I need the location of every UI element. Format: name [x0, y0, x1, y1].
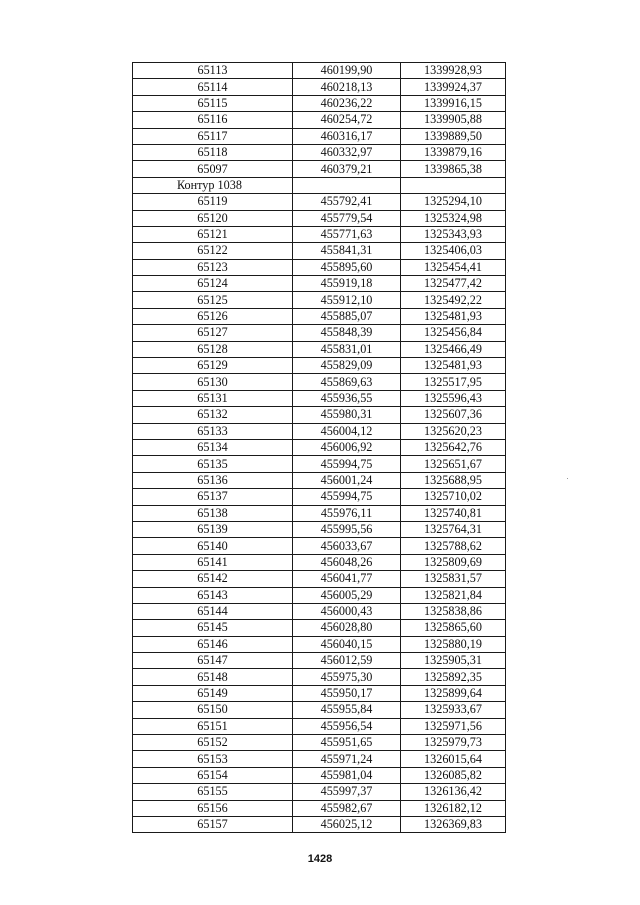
- point-number-cell: 65140: [133, 538, 293, 554]
- point-number-cell: 65153: [133, 751, 293, 767]
- x-coordinate-cell: 455829,09: [293, 358, 401, 374]
- y-coordinate-cell: 1326136,42: [401, 784, 506, 800]
- point-number-cell: 65120: [133, 210, 293, 226]
- table-row: [133, 358, 506, 374]
- x-coordinate-cell: 455975,30: [293, 669, 401, 685]
- y-coordinate-cell: 1325477,42: [401, 276, 506, 292]
- x-coordinate-cell: 455982,67: [293, 800, 401, 816]
- y-coordinate-cell: 1325607,36: [401, 407, 506, 423]
- x-coordinate-cell: 456004,12: [293, 423, 401, 439]
- point-number-cell: 65097: [133, 161, 293, 177]
- table-row: [133, 325, 506, 341]
- y-coordinate-cell: 1325710,02: [401, 489, 506, 505]
- table-row: [133, 194, 506, 210]
- point-number-cell: 65118: [133, 144, 293, 160]
- y-coordinate-cell: 1325899,64: [401, 685, 506, 701]
- x-coordinate-cell: 456000,43: [293, 603, 401, 619]
- point-number-cell: 65148: [133, 669, 293, 685]
- table-row: [133, 210, 506, 226]
- y-coordinate-cell: 1339889,50: [401, 128, 506, 144]
- x-coordinate-cell: 456040,15: [293, 636, 401, 652]
- x-coordinate-cell: 455995,56: [293, 521, 401, 537]
- x-coordinate-cell: 455951,65: [293, 735, 401, 751]
- table-row: [133, 653, 506, 669]
- y-coordinate-cell: 1325809,69: [401, 554, 506, 570]
- y-coordinate-cell: 1325481,93: [401, 358, 506, 374]
- table-row: [133, 439, 506, 455]
- point-number-cell: 65151: [133, 718, 293, 734]
- scan-speck: [567, 478, 568, 479]
- page-number: 1428: [307, 853, 333, 865]
- y-coordinate-cell: 1325294,10: [401, 194, 506, 210]
- table-row: [133, 112, 506, 128]
- point-number-cell: 65155: [133, 784, 293, 800]
- x-coordinate-cell: 456048,26: [293, 554, 401, 570]
- table-row: [133, 538, 506, 554]
- point-number-cell: 65127: [133, 325, 293, 341]
- coordinates-table: [132, 62, 506, 833]
- y-coordinate-cell: 1325343,93: [401, 226, 506, 242]
- table-row: [133, 603, 506, 619]
- table-row: [133, 554, 506, 570]
- point-number-cell: 65146: [133, 636, 293, 652]
- y-coordinate-cell: 1325764,31: [401, 521, 506, 537]
- x-coordinate-cell: 455994,75: [293, 456, 401, 472]
- table-row: [133, 587, 506, 603]
- x-coordinate-cell: 455976,11: [293, 505, 401, 521]
- table-row: [133, 243, 506, 259]
- point-number-cell: 65124: [133, 276, 293, 292]
- table-row: [133, 390, 506, 406]
- table-row: [133, 374, 506, 390]
- y-coordinate-cell: 1339916,15: [401, 95, 506, 111]
- table-row: [133, 816, 506, 832]
- y-coordinate-cell: 1325688,95: [401, 472, 506, 488]
- table-row: [133, 161, 506, 177]
- table-row: [133, 472, 506, 488]
- x-coordinate-cell: 455895,60: [293, 259, 401, 275]
- contour-label: Контур 1038: [133, 177, 293, 193]
- point-number-cell: 65144: [133, 603, 293, 619]
- empty-cell: [401, 177, 506, 193]
- y-coordinate-cell: 1326182,12: [401, 800, 506, 816]
- point-number-cell: 65125: [133, 292, 293, 308]
- coordinates-table-body: [133, 63, 506, 833]
- y-coordinate-cell: 1325880,19: [401, 636, 506, 652]
- x-coordinate-cell: 460254,72: [293, 112, 401, 128]
- x-coordinate-cell: 456033,67: [293, 538, 401, 554]
- point-number-cell: 65116: [133, 112, 293, 128]
- contour-header-row: [133, 177, 506, 193]
- y-coordinate-cell: 1325324,98: [401, 210, 506, 226]
- table-row: [133, 620, 506, 636]
- x-coordinate-cell: 455912,10: [293, 292, 401, 308]
- x-coordinate-cell: 460316,17: [293, 128, 401, 144]
- x-coordinate-cell: 456005,29: [293, 587, 401, 603]
- point-number-cell: 65150: [133, 702, 293, 718]
- point-number-cell: 65126: [133, 308, 293, 324]
- point-number-cell: 65142: [133, 571, 293, 587]
- table-row: [133, 423, 506, 439]
- y-coordinate-cell: 1339879,16: [401, 144, 506, 160]
- x-coordinate-cell: 460379,21: [293, 161, 401, 177]
- x-coordinate-cell: 455956,54: [293, 718, 401, 734]
- table-row: [133, 276, 506, 292]
- point-number-cell: 65114: [133, 79, 293, 95]
- table-row: [133, 669, 506, 685]
- y-coordinate-cell: 1325517,95: [401, 374, 506, 390]
- y-coordinate-cell: 1325492,22: [401, 292, 506, 308]
- x-coordinate-cell: 455971,24: [293, 751, 401, 767]
- y-coordinate-cell: 1325740,81: [401, 505, 506, 521]
- point-number-cell: 65121: [133, 226, 293, 242]
- y-coordinate-cell: 1325979,73: [401, 735, 506, 751]
- table-row: [133, 571, 506, 587]
- y-coordinate-cell: 1325466,49: [401, 341, 506, 357]
- x-coordinate-cell: 460236,22: [293, 95, 401, 111]
- point-number-cell: 65131: [133, 390, 293, 406]
- y-coordinate-cell: 1339928,93: [401, 63, 506, 79]
- x-coordinate-cell: 456012,59: [293, 653, 401, 669]
- x-coordinate-cell: 455848,39: [293, 325, 401, 341]
- table-row: [133, 128, 506, 144]
- y-coordinate-cell: 1325620,23: [401, 423, 506, 439]
- point-number-cell: 65135: [133, 456, 293, 472]
- table-row: [133, 79, 506, 95]
- point-number-cell: 65129: [133, 358, 293, 374]
- x-coordinate-cell: 455771,63: [293, 226, 401, 242]
- y-coordinate-cell: 1325971,56: [401, 718, 506, 734]
- x-coordinate-cell: 455936,55: [293, 390, 401, 406]
- point-number-cell: 65133: [133, 423, 293, 439]
- x-coordinate-cell: 455792,41: [293, 194, 401, 210]
- table-row: [133, 702, 506, 718]
- point-number-cell: 65115: [133, 95, 293, 111]
- x-coordinate-cell: 455955,84: [293, 702, 401, 718]
- y-coordinate-cell: 1326085,82: [401, 767, 506, 783]
- table-row: [133, 259, 506, 275]
- point-number-cell: 65143: [133, 587, 293, 603]
- y-coordinate-cell: 1325788,62: [401, 538, 506, 554]
- y-coordinate-cell: 1339865,38: [401, 161, 506, 177]
- x-coordinate-cell: 455980,31: [293, 407, 401, 423]
- point-number-cell: 65139: [133, 521, 293, 537]
- point-number-cell: 65117: [133, 128, 293, 144]
- empty-cell: [293, 177, 401, 193]
- x-coordinate-cell: 455919,18: [293, 276, 401, 292]
- point-number-cell: 65157: [133, 816, 293, 832]
- x-coordinate-cell: 456028,80: [293, 620, 401, 636]
- point-number-cell: 65128: [133, 341, 293, 357]
- table-row: [133, 800, 506, 816]
- table-row: [133, 456, 506, 472]
- y-coordinate-cell: 1325821,84: [401, 587, 506, 603]
- x-coordinate-cell: 455994,75: [293, 489, 401, 505]
- point-number-cell: 65134: [133, 439, 293, 455]
- table-row: [133, 718, 506, 734]
- point-number-cell: 65138: [133, 505, 293, 521]
- x-coordinate-cell: 456025,12: [293, 816, 401, 832]
- table-row: [133, 226, 506, 242]
- table-row: [133, 95, 506, 111]
- y-coordinate-cell: 1325481,93: [401, 308, 506, 324]
- x-coordinate-cell: 460332,97: [293, 144, 401, 160]
- point-number-cell: 65122: [133, 243, 293, 259]
- y-coordinate-cell: 1325865,60: [401, 620, 506, 636]
- x-coordinate-cell: 455950,17: [293, 685, 401, 701]
- table-row: [133, 407, 506, 423]
- y-coordinate-cell: 1325905,31: [401, 653, 506, 669]
- y-coordinate-cell: 1325831,57: [401, 571, 506, 587]
- point-number-cell: 65147: [133, 653, 293, 669]
- y-coordinate-cell: 1339905,88: [401, 112, 506, 128]
- table-row: [133, 292, 506, 308]
- x-coordinate-cell: 460218,13: [293, 79, 401, 95]
- x-coordinate-cell: 455997,37: [293, 784, 401, 800]
- table-row: [133, 505, 506, 521]
- y-coordinate-cell: 1325933,67: [401, 702, 506, 718]
- table-row: [133, 341, 506, 357]
- table-row: [133, 784, 506, 800]
- y-coordinate-cell: 1325456,84: [401, 325, 506, 341]
- table-row: [133, 489, 506, 505]
- table-row: [133, 521, 506, 537]
- table-row: [133, 636, 506, 652]
- table-row: [133, 63, 506, 79]
- table-row: [133, 751, 506, 767]
- point-number-cell: 65152: [133, 735, 293, 751]
- x-coordinate-cell: 460199,90: [293, 63, 401, 79]
- point-number-cell: 65119: [133, 194, 293, 210]
- table-row: [133, 308, 506, 324]
- y-coordinate-cell: 1325642,76: [401, 439, 506, 455]
- point-number-cell: 65123: [133, 259, 293, 275]
- y-coordinate-cell: 1325454,41: [401, 259, 506, 275]
- point-number-cell: 65149: [133, 685, 293, 701]
- x-coordinate-cell: 455779,54: [293, 210, 401, 226]
- x-coordinate-cell: 455885,07: [293, 308, 401, 324]
- table-row: [133, 685, 506, 701]
- table-row: [133, 144, 506, 160]
- point-number-cell: 65132: [133, 407, 293, 423]
- x-coordinate-cell: 455841,31: [293, 243, 401, 259]
- x-coordinate-cell: 456001,24: [293, 472, 401, 488]
- y-coordinate-cell: 1339924,37: [401, 79, 506, 95]
- y-coordinate-cell: 1325596,43: [401, 390, 506, 406]
- table-row: [133, 735, 506, 751]
- point-number-cell: 65130: [133, 374, 293, 390]
- y-coordinate-cell: 1326369,83: [401, 816, 506, 832]
- y-coordinate-cell: 1325651,67: [401, 456, 506, 472]
- y-coordinate-cell: 1325838,86: [401, 603, 506, 619]
- x-coordinate-cell: 455981,04: [293, 767, 401, 783]
- y-coordinate-cell: 1325892,35: [401, 669, 506, 685]
- point-number-cell: 65137: [133, 489, 293, 505]
- x-coordinate-cell: 455869,63: [293, 374, 401, 390]
- x-coordinate-cell: 456041,77: [293, 571, 401, 587]
- point-number-cell: 65156: [133, 800, 293, 816]
- y-coordinate-cell: 1325406,03: [401, 243, 506, 259]
- point-number-cell: 65141: [133, 554, 293, 570]
- point-number-cell: 65136: [133, 472, 293, 488]
- table-row: [133, 767, 506, 783]
- point-number-cell: 65113: [133, 63, 293, 79]
- y-coordinate-cell: 1326015,64: [401, 751, 506, 767]
- x-coordinate-cell: 455831,01: [293, 341, 401, 357]
- point-number-cell: 65145: [133, 620, 293, 636]
- point-number-cell: 65154: [133, 767, 293, 783]
- x-coordinate-cell: 456006,92: [293, 439, 401, 455]
